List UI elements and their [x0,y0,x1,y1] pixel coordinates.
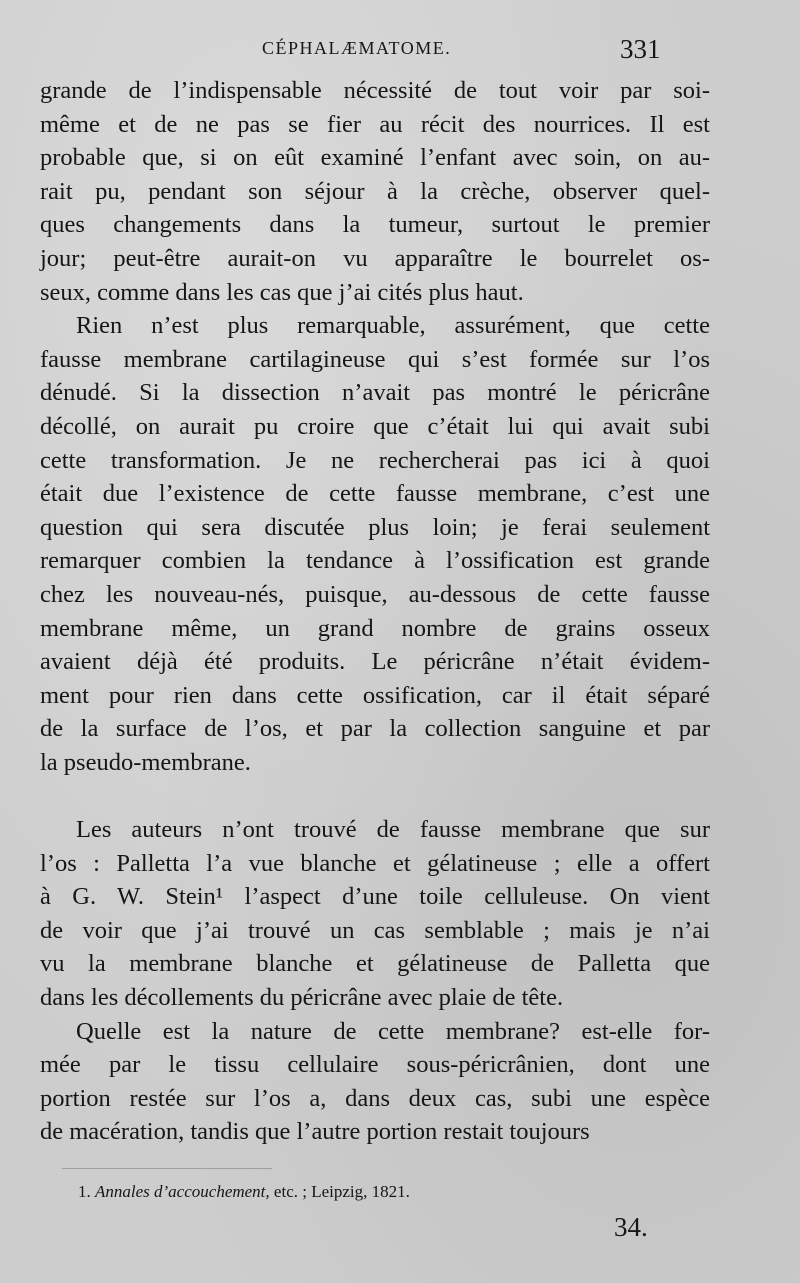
line-row [40,1048,710,1082]
line-row [40,712,710,746]
line-row [40,511,710,545]
footnote-rule [62,1168,272,1169]
text-line: chez les nouveau-nés, puisque, au-dessous de cette fausse [40,580,710,608]
signature-mark: 34. [614,1212,648,1242]
text-line: de macération, tandis que l’autre portion restait toujours [40,1118,590,1146]
line-row [40,208,710,242]
text-line: rait pu, pendant son séjour à la crèche, observer quel- [40,177,710,205]
text-line: ment pour rien dans cette ossification, car il était séparé [40,681,710,709]
footnote-title: Annales d’accouchement, [95,1182,270,1201]
text-line: question qui sera discutée plus loin; je ferai seulement [40,513,710,541]
line-row [40,880,710,914]
line-row [40,1115,710,1149]
line-row [40,276,710,310]
line-row [40,74,710,108]
text-line: fausse membrane cartilagineuse qui s’est formée sur l’os [40,345,710,373]
line-row [40,746,710,780]
footnote [78,1182,410,1202]
text-line: probable que, si on eût examiné l’enfant avec soin, on au- [40,144,710,172]
paragraph-p2 [40,309,710,779]
text-line: était due l’existence de cette fausse membrane, c’est une [40,480,710,508]
paragraph-p3 [40,813,710,1015]
line-row [40,1082,710,1116]
text-line: de la surface de l’os, et par la collection sanguine et par [40,715,710,743]
page-number: 331 [620,34,661,64]
text-line: seux, comme dans les cas que j’ai cités plus haut. [40,278,524,306]
line-row [40,309,710,343]
footnote-marker: 1. [78,1182,91,1201]
line-row [40,679,710,713]
line-row [40,108,710,142]
line-row [40,612,710,646]
text-line: remarquer combien la tendance à l’ossification est grande [40,547,710,575]
line-row [40,444,710,478]
line-row [40,343,710,377]
text-line: décollé, on aurait pu croire que c’était lui qui avait subi [40,412,710,440]
text-line: mée par le tissu cellulaire sous-péricrânien, dont une [40,1051,710,1079]
line-row [40,242,710,276]
paragraph-p1 [40,74,710,309]
line-row [40,981,710,1015]
line-row [40,578,710,612]
text-line: portion restée sur l’os a, dans deux cas, subi une espèce [40,1084,710,1112]
running-head: CÉPHALÆMATOME. [262,38,452,58]
text-line: avaient déjà été produits. Le péricrâne n’était évidem- [40,648,710,676]
text-line: à G. W. Stein¹ l’aspect d’une toile celluleuse. On vient [40,883,710,911]
text-line: dans les décollements du péricrâne avec plaie de tête. [40,984,564,1012]
text-line: Rien n’est plus remarquable, assurément, que cette [76,312,710,340]
text-line: membrane même, un grand nombre de grains osseux [40,614,710,642]
paragraph-p4 [40,1015,710,1149]
line-row [40,914,710,948]
footnote-rest: etc. ; Leipzig, 1821. [273,1182,410,1201]
body-text [40,74,710,1149]
text-line: de voir que j’ai trouvé un cas semblable ; mais je n’ai [40,916,710,944]
text-line: Quelle est la nature de cette membrane? est-elle for- [76,1017,710,1045]
line-row [40,1015,710,1049]
line-row [40,410,710,444]
line-row [40,645,710,679]
line-row [40,813,710,847]
line-row [40,175,710,209]
text-line: cette transformation. Je ne rechercherai pas ici à quoi [40,446,710,474]
line-row [40,141,710,175]
line-row [40,544,710,578]
text-line: vu la membrane blanche et gélatineuse de Palletta que [40,950,710,978]
line-row [40,376,710,410]
line-row [40,477,710,511]
page-header [0,34,800,66]
text-line: Les auteurs n’ont trouvé de fausse membrane que sur [76,816,710,844]
text-line: ques changements dans la tumeur, surtout le premier [40,211,710,239]
line-row [40,847,710,881]
text-line: grande de l’indispensable nécessité de tout voir par soi- [40,77,710,104]
text-line: la pseudo-membrane. [40,748,251,776]
text-line: dénudé. Si la dissection n’avait pas montré le péricrâne [40,379,710,407]
text-line: jour; peut-être aurait-on vu apparaître le bourrelet os- [40,244,710,272]
line-row [40,947,710,981]
text-line: même et de ne pas se fier au récit des nourrices. Il est [40,110,710,138]
text-line: l’os : Palletta l’a vue blanche et gélatineuse ; elle a offert [40,849,710,877]
